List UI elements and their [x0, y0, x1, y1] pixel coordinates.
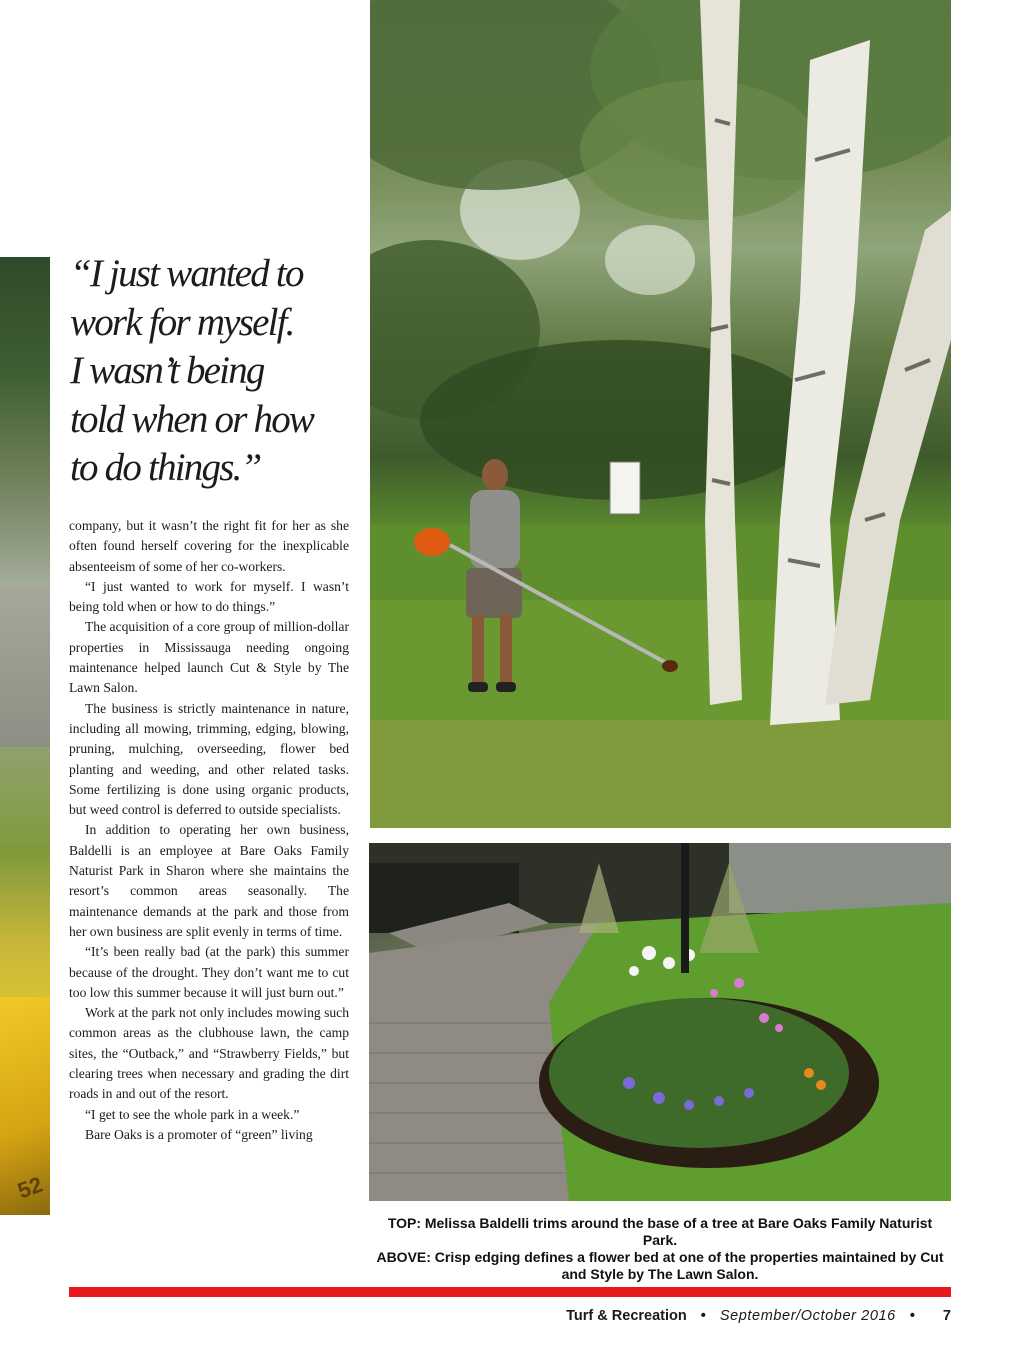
pull-quote-line: told when or how [70, 397, 314, 441]
photo-trimming-birch-trees [370, 0, 951, 828]
body-paragraph: The acquisition of a core group of million-dollar properties in Mississauga needing ongoing maintenance helped launch Cut & Style by The Lawn Salon. [69, 619, 349, 696]
photo-flower-bed [369, 843, 951, 1201]
footer-publication: Turf & Recreation [566, 1308, 687, 1324]
body-paragraph: In addition to operating her own business, Baldelli is an employee at Bare Oaks Family Naturist Park in Sharon where she maintains the resort’s common areas seasonally. The maintenance demands at the park and those from her own business are split evenly in terms of time. [69, 822, 349, 939]
caption-line: ABOVE: Crisp edging defines a flower bed at one of the properties maintained by Cut [376, 1249, 944, 1265]
body-paragraph: “It’s been really bad (at the park) this summer because of the drought. They don’t want me to cut too low this summer because it will just burn out.” [69, 944, 349, 1000]
footer-bullet: • [700, 1308, 706, 1324]
pull-quote-line: “I just wanted to [70, 252, 303, 295]
caption-line: and Style by The Lawn Salon. [561, 1266, 759, 1282]
pull-quote-line: work for myself. [70, 300, 294, 344]
photo-caption [369, 1215, 951, 1283]
page-footer [566, 1308, 951, 1324]
article-body [69, 516, 349, 1145]
edge-road [0, 587, 50, 747]
footer-date: September/October 2016 [719, 1308, 896, 1324]
footer-bullet: • [909, 1308, 915, 1324]
photo-bottom-illustration [369, 843, 951, 1201]
pull-quote-line: to do things.” [70, 446, 261, 489]
photo-top-illustration [370, 0, 951, 828]
edge-bucket-number: 52 [14, 1171, 46, 1204]
body-paragraph: “I get to see the whole park in a week.” [85, 1106, 300, 1122]
body-paragraph: The business is strictly maintenance in nature, including all mowing, trimming, edging, blowing, pruning, mulching, overseeding, flower bed planting and weeding, and other related tasks. Some fertilizing is done using organic products, but weed control is deferred to outside specialists. [69, 700, 349, 818]
footer-accent-bar [69, 1287, 951, 1297]
body-paragraph: company, but it wasn’t the right fit for her as she often found herself covering for the inexplicable absenteeism of some of her co-workers. [69, 518, 349, 574]
page-number: 7 [942, 1308, 951, 1324]
caption-line: TOP: Melissa Baldelli trims around the base of a tree at Bare Oaks Family Naturist Park. [387, 1215, 933, 1248]
body-paragraph: Work at the park not only includes mowing such common areas as the clubhouse lawn, the camp sites, the “Outback,” and “Strawberry Fields,” but clearing trees when necessary and grading the dirt roads in and out of the resort. [69, 1005, 349, 1102]
body-paragraph: Bare Oaks is a promoter of “green” living [85, 1126, 313, 1142]
pull-quote-line: I wasn’t being [70, 349, 264, 392]
left-edge-photo [0, 257, 50, 1215]
pull-quote [70, 250, 370, 493]
body-paragraph: “I just wanted to work for myself. I wasn’t being told when or how to do things.” [69, 578, 349, 615]
edge-yellow-bucket [0, 997, 50, 1215]
